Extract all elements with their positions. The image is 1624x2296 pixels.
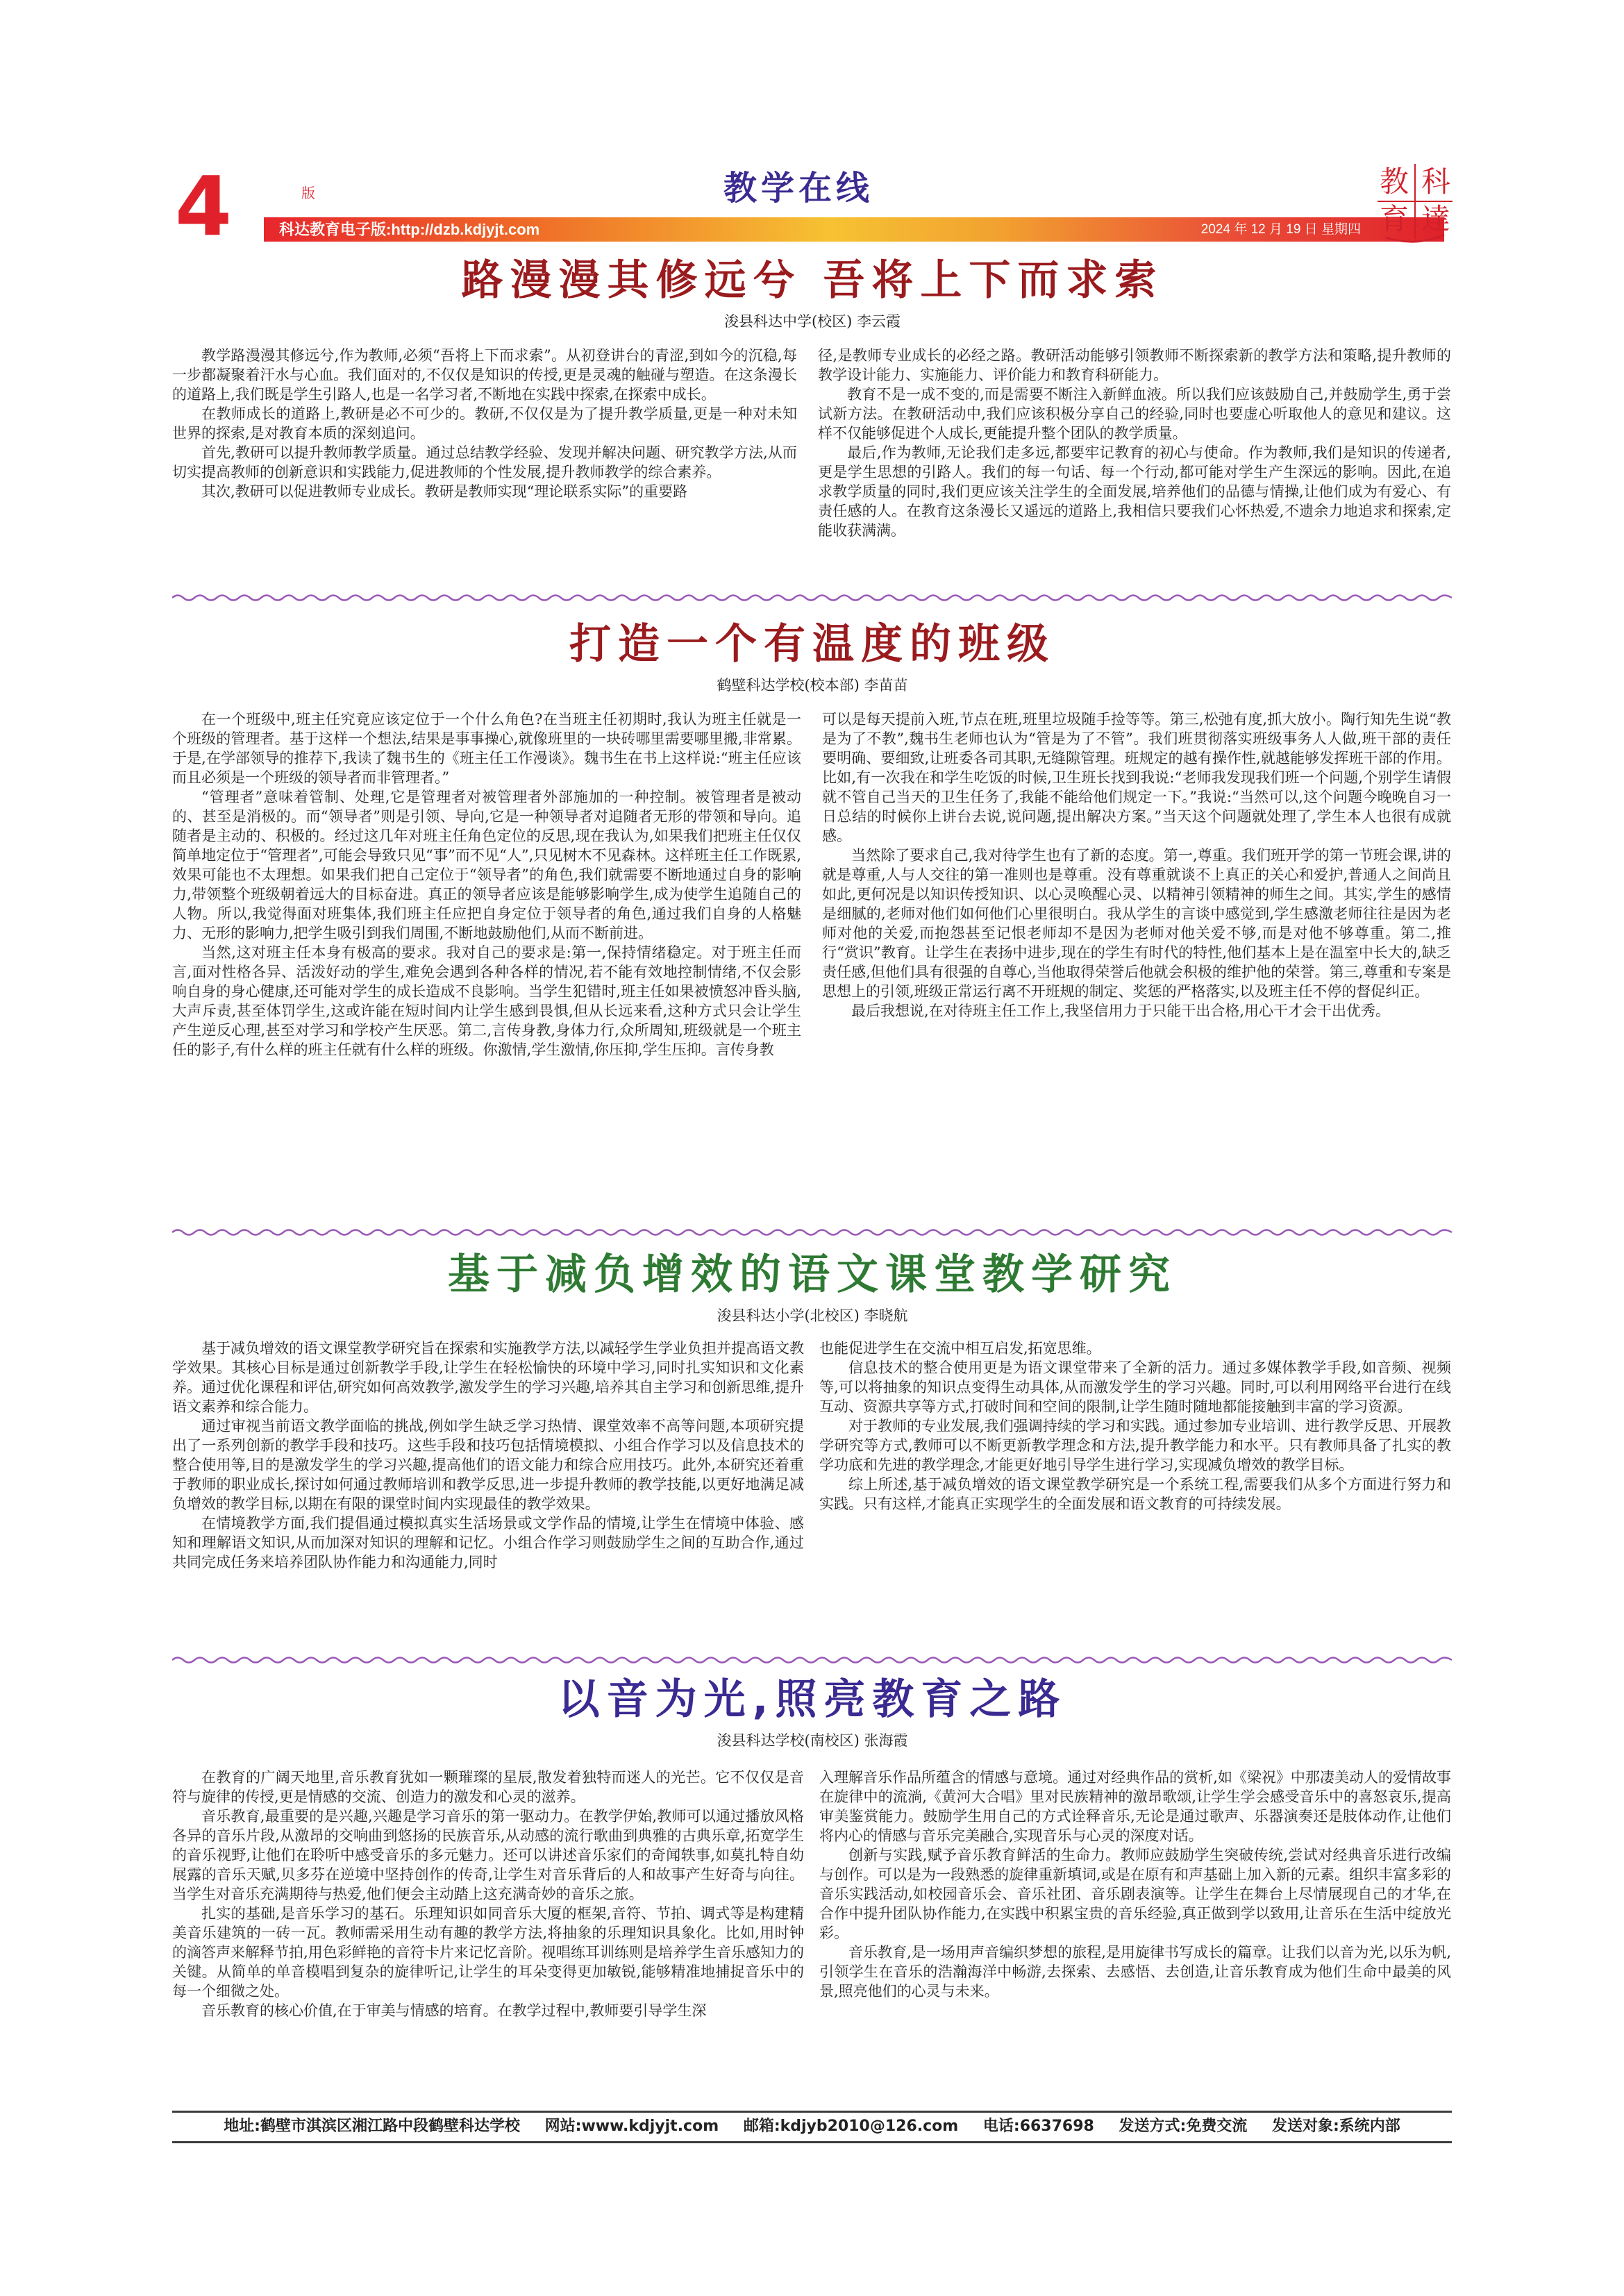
- article-title: 打造一个有温度的班级: [569, 620, 1055, 669]
- footer-address: 地址:鹤壁市淇滨区湘江路中段鹤壁科达学校: [224, 2118, 520, 2135]
- paragraph: 也能促进学生在交流中相互启发,拓宽思维。: [819, 1340, 1101, 1357]
- wavy-divider: [172, 1227, 1452, 1237]
- footer-delivery: 发送方式:免费交流: [1119, 2118, 1248, 2135]
- article-title: 路漫漫其修远兮 吾将上下而求索: [461, 256, 1164, 305]
- paragraph: 可以是每天提前入班,节点在班,班里垃圾随手捡等等。第三,松弛有度,抓大放小。陶行知先生说“教是为了不教”,魏书生老师也认为“管是为了不管”。我们班贯彻落实班级事务人人做,班干部的责任要明确、要细致,让班委各司其职,无缝隙管理。班规定的越有操作性,就越能够发挥班干部的作用。比如,有一次我在和学生吃饭的时候,卫生班长找到我说:“老师我发现我们班一个问题,个别学生请假就不管自己当天的卫生任务了,我能不能给他们规定一下。”我说:“当然可以,这个问题今晚晚自习一日总结的时候你上讲台去说,说问题,提出解决方案。”当天这个问题就处理了,学生本人也很有成就感。: [822, 711, 1451, 844]
- paragraph: 音乐教育的核心价值,在于审美与情感的培育。在教学过程中,教师要引导学生深: [201, 2002, 707, 2019]
- article-byline: 浚县科达学校(南校区) 张海霞: [717, 1732, 908, 1749]
- article-title: 基于减负增效的语文课堂教学研究: [448, 1250, 1177, 1299]
- paragraph: 在教育的广阔天地里,音乐教育犹如一颗璀璨的星辰,散发着独特而迷人的光芒。它不仅仅是音符与旋律的传授,更是情感的交流、创造力的激发和心灵的滋养。: [172, 1769, 804, 1805]
- article-column-right: [822, 710, 1451, 1219]
- article-column-left: [172, 1339, 804, 1651]
- paragraph: 最后我想说,在对待班主任工作上,我坚信用力于只能干出合格,用心干才会干出优秀。: [851, 1003, 1391, 1019]
- wavy-divider: [172, 593, 1452, 603]
- school-logo: [1373, 160, 1457, 243]
- article-column-left: [172, 1768, 804, 2098]
- wavy-divider: [172, 1655, 1452, 1665]
- paragraph: 入理解音乐作品所蕴含的情感与意境。通过对经典作品的赏析,如《梁祝》中那凄美动人的爱情故事在旋律中的流淌,《黄河大合唱》里对民族精神的激昂歌颂,让学生学会感受音乐中的喜怒哀乐,提高审美鉴赏能力。鼓励学生用自己的方式诠释音乐,无论是通过歌声、乐器演奏还是肢体动作,让他们将内心的情感与音乐完美融合,实现音乐与心灵的深度对话。: [819, 1769, 1451, 1844]
- article-title: 以音为光,照亮教育之路: [558, 1675, 1067, 1724]
- logo-char: 教: [1379, 165, 1409, 199]
- paragraph: 在情境教学方面,我们提倡通过模拟真实生活场景或文学作品的情境,让学生在情境中体验、感知和理解语文知识,从而加深对知识的理解和记忆。小组合作学习则鼓励学生之间的互助合作,通过共同完成任务来培养团队协作能力和沟通能力,同时: [172, 1515, 804, 1570]
- paragraph: 基于减负增效的语文课堂教学研究旨在探索和实施教学方法,以减轻学生学业负担并提高语文教学效果。其核心目标是通过创新教学手段,让学生在轻松愉快的环境中学习,同时扎实知识和文化素养。通过优化课程和评估,研究如何高效教学,激发学生的学习兴趣,培养其自主学习和创新思维,提升语文素养和综合能力。: [172, 1340, 804, 1415]
- paragraph: 音乐教育,是一场用声音编织梦想的旅程,是用旋律书写成长的篇章。让我们以音为光,以乐为帆,引领学生在音乐的浩瀚海洋中畅游,去探索、去感悟、去创造,让音乐教育成为他们生命中最美的风景,照亮他们的心灵与未来。: [819, 1944, 1451, 2000]
- paragraph: 创新与实践,赋予音乐教育鲜活的生命力。教师应鼓励学生突破传统,尝试对经典音乐进行改编与创作。可以是为一段熟悉的旋律重新填词,或是在原有和声基础上加入新的元素。组织丰富多彩的音乐实践活动,如校园音乐会、音乐社团、音乐剧表演等。让学生在舞台上尽情展现自己的才华,在合作中提升团队协作能力,在实践中积累宝贵的音乐经验,真正做到学以致用,让音乐在生活中绽放光彩。: [819, 1847, 1451, 1941]
- footer: [172, 2116, 1452, 2137]
- paragraph: 综上所述,基于减负增效的语文课堂教学研究是一个系统工程,需要我们从多个方面进行努力和实践。只有这样,才能真正实现学生的全面发展和语文教育的可持续发展。: [819, 1476, 1451, 1512]
- logo-char: 科: [1421, 165, 1451, 199]
- logo-char: 達: [1421, 202, 1451, 236]
- footer-website[interactable]: 网站:www.kdjyjt.com: [544, 2118, 719, 2135]
- paragraph: 在教师成长的道路上,教研是必不可少的。教研,不仅仅是为了提升教学质量,更是一种对未知世界的探索,是对教育本质的深刻追问。: [172, 405, 797, 442]
- section-title: 教学在线: [723, 169, 873, 208]
- footer-phone: 电话:6637698: [982, 2118, 1094, 2135]
- logo-char: 育: [1379, 202, 1409, 236]
- article-column-left: [172, 346, 797, 580]
- footer-rule-bottom: [172, 2141, 1452, 2143]
- paragraph: 当然,这对班主任本身有极高的要求。我对自己的要求是:第一,保持情绪稳定。对于班主任而言,面对性格各异、活泼好动的学生,难免会遇到各种各样的情况,若不能有效地控制情绪,不仅会影响自身的身心健康,还可能对学生的成长造成不良影响。当学生犯错时,班主任如果被愤怒冲昏头脑,大声斥责,甚至体罚学生,这或许能在短时间内让学生感到畏惧,但从长远来看,这种方式只会让学生产生逆反心理,甚至对学习和学校产生厌恶。第二,言传身教,身体力行,众所周知,班级就是一个班主任的影子,有什么样的班主任就有什么样的班级。你激情,学生激情,你压抑,学生压抑。言传身教: [172, 944, 801, 1058]
- paragraph: 音乐教育,最重要的是兴趣,兴趣是学习音乐的第一驱动力。在教学伊始,教师可以通过播放风格各异的音乐片段,从激昂的交响曲到悠扬的民族音乐,从动感的流行歌曲到典雅的古典乐章,拓宽学生的音乐视野,让他们在聆听中感受音乐的多元魅力。还可以讲述音乐家们的奇闻轶事,如莫扎特自幼展露的音乐天赋,贝多芬在逆境中坚持创作的传奇,让学生对音乐背后的人和故事产生好奇与向往。当学生对音乐充满期待与热爱,他们便会主动踏上这充满奇妙的音乐之旅。: [172, 1808, 804, 1902]
- edition-label: 版: [301, 185, 315, 201]
- page-number: 4: [175, 158, 233, 254]
- paragraph: 对于教师的专业发展,我们强调持续的学习和实践。通过参加专业培训、进行教学反思、开展教学研究等方式,教师可以不断更新教学理念和方法,提升教学能力和水平。只有教师具备了扎实的教学功底和先进的教学理念,才能更好地引导学生进行学习,实现减负增效的教学目标。: [819, 1418, 1451, 1473]
- paragraph: 信息技术的整合使用更是为语文课堂带来了全新的活力。通过多媒体教学手段,如音频、视频等,可以将抽象的知识点变得生动具体,从而激发学生的学习兴趣。同时,可以利用网络平台进行在线互动、资源共享等方式,打破时间和空间的限制,让学生随时随地都能接触到丰富的学习资源。: [819, 1359, 1451, 1415]
- article-column-right: [819, 1339, 1451, 1651]
- paragraph: 其次,教研可以促进教师专业成长。教研是教师实现“理论联系实际”的重要路: [201, 483, 688, 500]
- paragraph: 当然除了要求自己,我对待学生也有了新的态度。第一,尊重。我们班开学的第一节班会课,讲的就是尊重,人与人交往的第一准则也是尊重。没有尊重就谈不上真正的关心和爱护,普通人之间尚且如此,更何况是以知识传授知识、以心灵唤醒心灵、以精神引领精神的师生之间。其实,学生的感情是细腻的,老师对他们如何他们心里很明白。我从学生的言谈中感觉到,学生感激老师往往是因为老师对他的关爱,而抱怨甚至记恨老师却不是因为老师对他关爱不够,而是对他不够尊重。第二,推行“赏识”教育。让学生在表扬中进步,现在的学生有时代的特性,他们基本上是在温室中长大的,缺乏责任感,但他们具有很强的自尊心,当他取得荣誉后他就会积极的维护他的荣誉。第三,尊重和专案是思想上的引领,班级正常运行离不开班规的制定、奖惩的严格落实,以及班主任不停的督促纠正。: [822, 847, 1451, 1000]
- article-byline: 浚县科达小学(北校区) 李晓航: [717, 1307, 908, 1324]
- paragraph: 首先,教研可以提升教师教学质量。通过总结教学经验、发现并解决问题、研究教学方法,从而切实提高教师的创新意识和实践能力,促进教师的个性发展,提升教师教学的综合素养。: [172, 444, 797, 480]
- article-column-right: [818, 346, 1451, 580]
- paragraph: 扎实的基础,是音乐学习的基石。乐理知识如同音乐大厦的框架,音符、节拍、调式等是构建精美音乐建筑的一砖一瓦。教师需采用生动有趣的教学方法,将抽象的乐理知识具象化。比如,用时钟的滴答声来解释节拍,用色彩鲜艳的音符卡片来记忆音阶。视唱练耳训练则是培养学生音乐感知力的关键。从简单的单音模唱到复杂的旋律听记,让学生的耳朵变得更加敏锐,能够精准地捕捉音乐中的每一个细微之处。: [172, 1905, 804, 2000]
- article-column-left: [172, 710, 801, 1219]
- paragraph: 教育不是一成不变的,而是需要不断注入新鲜血液。所以我们应该鼓励自己,并鼓励学生,勇于尝试新方法。在教研活动中,我们应该积极分享自己的经验,同时也要虚心听取他人的意见和建议。这样不仅能够促进个人成长,更能提升整个团队的教学质量。: [818, 386, 1451, 442]
- article-byline: 浚县科达中学(校区) 李云霞: [723, 313, 901, 330]
- article-column-right: [819, 1768, 1451, 2098]
- article-byline: 鹤壁科达学校(校本部) 李苗苗: [717, 677, 908, 694]
- paragraph: 教学路漫漫其修远兮,作为教师,必须“吾将上下而求索”。从初登讲台的青涩,到如今的沉稳,每一步都凝聚着汗水与心血。我们面对的,不仅仅是知识的传授,更是灵魂的触碰与塑造。在这条漫长的道路上,我们既是学生引路人,也是一名学习者,不断地在实践中探索,在探索中成长。: [172, 347, 797, 403]
- footer-email[interactable]: 邮箱:kdjyb2010@126.com: [743, 2118, 959, 2135]
- site-url[interactable]: 科达教育电子版:http://dzb.kdjyjt.com: [279, 221, 540, 238]
- issue-date: 2024 年 12 月 19 日 星期四: [1200, 222, 1361, 237]
- paragraph: “管理者”意味着管制、处理,它是管理者对被管理者外部施加的一种控制。被管理者是被动的、甚至是消极的。而“领导者”则是引领、导向,它是一种领导者对追随者无形的带领和导向。追随者是主动的、积极的。经过这几年对班主任角色定位的反思,现在我认为,如果我们把班主任仅仅简单地定位于“管理者”,可能会导致只见“事”而不见“人”,只见树木不见森林。这样班主任工作既累,效果可能也不太理想。如果我们把自己定位于“领导者”的角色,我们就需要不断地通过自身的影响力,带领整个班级朝着远大的目标奋进。真正的领导者应该是能够影响学生,成为使学生追随自己的人物。所以,我觉得面对班集体,我们班主任应把自身定位于领导者的角色,通过我们自身的人格魅力、无形的影响力,把学生吸引到我们周围,不断地鼓励他们,从而不断前进。: [172, 789, 801, 941]
- footer-rule-top: [172, 2111, 1452, 2113]
- paragraph: 径,是教师专业成长的必经之路。教研活动能够引领教师不断探索新的教学方法和策略,提升教师的教学设计能力、实施能力、评价能力和教育科研能力。: [818, 347, 1451, 383]
- paragraph: 最后,作为教师,无论我们走多远,都要牢记教育的初心与使命。作为教师,我们是知识的传递者,更是学生思想的引路人。我们的每一句话、每一个行动,都可能对学生产生深远的影响。因此,在追求教学质量的同时,我们更应该关注学生的全面发展,培养他们的品德与情操,让他们成为有爱心、有责任感的人。在教育这条漫长又遥远的道路上,我相信只要我们心怀热爱,不遗余力地追求和探索,定能收获满满。: [818, 444, 1451, 539]
- footer-target: 发送对象:系统内部: [1272, 2118, 1400, 2135]
- paragraph: 通过审视当前语文教学面临的挑战,例如学生缺乏学习热情、课堂效率不高等问题,本项研究提出了一系列创新的教学手段和技巧。这些手段和技巧包括情境模拟、小组合作学习以及信息技术的整合使用等,目的是激发学生的学习兴趣,提高他们的语文能力和综合应用技巧。此外,本研究还着重于教师的职业成长,探讨如何通过教师培训和教学反思,进一步提升教师的教学技能,以更好地满足减负增效的教学目标,以期在有限的课堂时间内实现最佳的教学效果。: [172, 1418, 804, 1512]
- paragraph: 在一个班级中,班主任究竟应该定位于一个什么角色?在当班主任初期时,我认为班主任就是一个班级的管理者。基于这样一个想法,结果是事事操心,就像班里的一块砖哪里需要哪里搬,非常累。于是,在学部领导的推荐下,我读了魏书生的《班主任工作漫谈》。魏书生在书上这样说:“班主任应该而且必须是一个班级的领导者而非管理者。”: [172, 711, 801, 786]
